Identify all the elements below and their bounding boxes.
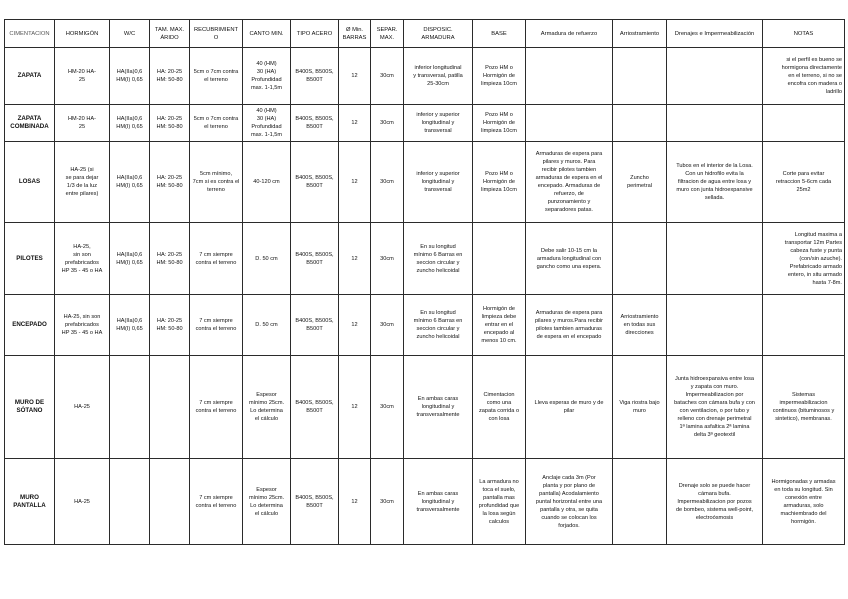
row-name: PILOTES	[5, 223, 55, 295]
table-row	[5, 105, 845, 142]
header-diametro: Ø Min. BARRAS	[339, 20, 371, 48]
cell-base: Pozo HM o Hormigón de limpieza 10cm	[473, 105, 526, 142]
cell-arido	[150, 356, 190, 459]
header-acero: TIPO ACERO	[291, 20, 339, 48]
cell-wc: HA(IIa)0,6 HM(I) 0,65	[110, 223, 150, 295]
cell-diametro: 12	[339, 223, 371, 295]
cell-arido: HA: 20-25 HM: 50-80	[150, 105, 190, 142]
cell-arido: HA: 20-25 HM: 50-80	[150, 48, 190, 105]
cell-hormigon: HA-25	[55, 356, 110, 459]
cell-base: Pozo HM o Hormigón de limpieza 10cm	[473, 48, 526, 105]
cell-wc: HA(IIa)0,6 HM(I) 0,65	[110, 105, 150, 142]
header-hormigon: HORMIGÓN	[55, 20, 110, 48]
cell-separacion: 30cm	[371, 295, 404, 356]
table-row	[5, 48, 845, 105]
header-arriostramiento: Arriostramiento	[613, 20, 667, 48]
cell-refuerzo: Armaduras de espera para pilares y muros. Para recibir pilotes tambien armaduras de espera en el encepado. Armaduras de refuerzo, de punzonamiento y separadores patas.	[526, 142, 613, 223]
cell-canto: Espesor mínimo 25cm. Lo determina el cálculo	[243, 356, 291, 459]
table-row	[5, 142, 845, 223]
cell-disposicion: inferior longitudinal y transversal, patilla 25-30cm	[404, 48, 473, 105]
cell-separacion: 30cm	[371, 459, 404, 545]
cell-separacion: 30cm	[371, 356, 404, 459]
cell-diametro: 12	[339, 459, 371, 545]
row-name: ENCEPADO	[5, 295, 55, 356]
header-drenajes: Drenajes e Impermeabilización	[667, 20, 763, 48]
cell-base: Pozo HM o Hormigón de limpieza 10cm	[473, 142, 526, 223]
cell-drenajes: Drenaje solo se puede hacer cámara bufa. Impermeabilizacion por pozos de bombeo, sistema well-point, electroósmosis	[667, 459, 763, 545]
cell-canto: D. 50 cm	[243, 295, 291, 356]
foundation-table	[4, 19, 845, 545]
cell-base: Hormigón de limpieza debe entrar en el encepado al menos 10 cm.	[473, 295, 526, 356]
cell-disposicion: En ambas caras longitudinal y transversalmente	[404, 356, 473, 459]
row-name: MURO PANTALLA	[5, 459, 55, 545]
cell-drenajes	[667, 48, 763, 105]
cell-base	[473, 223, 526, 295]
cell-notas: Longitud maxima a transportar 12m Partes cabeza fuste y punta (con/sin azuche). Prefabricado armado entero, in situ armado hasta 7-8m.	[763, 223, 845, 295]
cell-separacion: 30cm	[371, 48, 404, 105]
cell-arriostramiento: Zuncho perimetral	[613, 142, 667, 223]
header-recubrimiento: RECUBRIMIENTO	[190, 20, 243, 48]
cell-drenajes: Junta hidroexpansiva entre losa y zapata con muro. Impermeabilizacion por bataches con cámara bufa y con con ventilacion, o por tubo y relleno con drenaje perimetral 1ª lamina asfaltica 2ª lamina delta 3ª geotextil	[667, 356, 763, 459]
cell-hormigon: HA-25, sin son prefabricados HP 35 - 45 o HA	[55, 295, 110, 356]
cell-disposicion: En su longitud mínimo 6 Barras en seccion circular y zuncho helicoidal	[404, 223, 473, 295]
cell-recubrimiento: 5cm o 7cm contra el terreno	[190, 48, 243, 105]
cell-disposicion: En ambas caras longitudinal y transversalmente	[404, 459, 473, 545]
cell-recubrimiento: 7 cm siempre contra el terreno	[190, 295, 243, 356]
cell-arriostramiento	[613, 223, 667, 295]
cell-diametro: 12	[339, 105, 371, 142]
cell-refuerzo	[526, 48, 613, 105]
cell-drenajes: Tubos en el interior de la Losa. Con un hidrofilo evita la filtracion de agua entre losa y muro con junta hidroexpansive sellada.	[667, 142, 763, 223]
cell-arriostramiento	[613, 105, 667, 142]
cell-separacion: 30cm	[371, 223, 404, 295]
cell-acero: B400S, B500S, B500T	[291, 356, 339, 459]
cell-acero: B400S, B500S, B500T	[291, 223, 339, 295]
table-row	[5, 295, 845, 356]
cell-acero: B400S, B500S, B500T	[291, 105, 339, 142]
cell-arido: HA: 20-25 HM: 50-80	[150, 295, 190, 356]
table-row	[5, 223, 845, 295]
cell-acero: B400S, B500S, B500T	[291, 295, 339, 356]
row-name: LOSAS	[5, 142, 55, 223]
header-canto: CANTO MIN.	[243, 20, 291, 48]
cell-separacion: 30cm	[371, 105, 404, 142]
cell-notas	[763, 105, 845, 142]
cell-arriostramiento: Viga riostra bajo muro	[613, 356, 667, 459]
cell-notas: Sistemas impermeabilizacion continuos (bituminosos y sintetico), membranas.	[763, 356, 845, 459]
cell-hormigon: HM-20 HA- 25	[55, 105, 110, 142]
cell-hormigon: HA-25	[55, 459, 110, 545]
cell-canto: 40 (HM) 30 (HA) Profundidad max. 1-1,5m	[243, 105, 291, 142]
cell-drenajes	[667, 105, 763, 142]
cell-diametro: 12	[339, 142, 371, 223]
header-wc: W/C	[110, 20, 150, 48]
cell-hormigon: HA-25 (si se para dejar 1/3 de la luz entre pilares)	[55, 142, 110, 223]
cell-arriostramiento: Arriostramiento en todas sus direcciones	[613, 295, 667, 356]
cell-hormigon: HA-25, sin son prefabricados HP 35 - 45 o HA	[55, 223, 110, 295]
cell-refuerzo: Anclaje cada 3m (Por planta y por plano de pantalla) Acodalamiento puntal horizontal entre una pantalla y otra, se quita cuando se colocan los forjados.	[526, 459, 613, 545]
cell-separacion: 30cm	[371, 142, 404, 223]
row-name: MURO DE SÓTANO	[5, 356, 55, 459]
row-name: ZAPATA COMBINADA	[5, 105, 55, 142]
cell-recubrimiento: 5cm mínimo, 7cm si es contra el terreno	[190, 142, 243, 223]
cell-acero: B400S, B500S, B500T	[291, 459, 339, 545]
header-arido: TAM. MAX. ÁRIDO	[150, 20, 190, 48]
cell-arido: HA: 20-25 HM: 50-80	[150, 223, 190, 295]
cell-wc	[110, 356, 150, 459]
cell-drenajes	[667, 223, 763, 295]
cell-arriostramiento	[613, 459, 667, 545]
cell-diametro: 12	[339, 48, 371, 105]
cell-base: Cimentacion como una zapata corrida o con losa	[473, 356, 526, 459]
cell-refuerzo	[526, 105, 613, 142]
cell-recubrimiento: 5cm o 7cm contra el terreno	[190, 105, 243, 142]
table-row	[5, 459, 845, 545]
cell-arriostramiento	[613, 48, 667, 105]
cell-notas: Corte para evitar retraccion 5-6cm cada 25m2	[763, 142, 845, 223]
cell-canto: 40-120 cm	[243, 142, 291, 223]
cell-diametro: 12	[339, 356, 371, 459]
cell-disposicion: inferior y superior longitudinal y transversal	[404, 142, 473, 223]
header-separacion: SEPAR. MAX.	[371, 20, 404, 48]
cell-wc	[110, 459, 150, 545]
cell-wc: HA(IIa)0,6 HM(I) 0,65	[110, 142, 150, 223]
cell-base: La armadura no toca el suelo, pantalla mas profundidad que la losa según calculos	[473, 459, 526, 545]
cell-refuerzo: Armaduras de espera para pilares y muros.Para recibir pilotes tambien armaduras de espera en el encepado	[526, 295, 613, 356]
cell-disposicion: inferior y superior longitudinal y transversal	[404, 105, 473, 142]
header-row	[5, 20, 845, 48]
cell-arido	[150, 459, 190, 545]
header-notas: NOTAS	[763, 20, 845, 48]
cell-canto: 40 (HM) 30 (HA) Profundidad max. 1-1,5m	[243, 48, 291, 105]
cell-refuerzo: Debe salir 10-15 cm la armadura longitudinal con gancho como una espera.	[526, 223, 613, 295]
cell-acero: B400S, B500S, B500T	[291, 142, 339, 223]
cell-recubrimiento: 7 cm siempre contra el terreno	[190, 223, 243, 295]
row-name: ZAPATA	[5, 48, 55, 105]
header-refuerzo: Armadura de refuerzo	[526, 20, 613, 48]
header-disposicion: DISPOSIC. ARMADURA	[404, 20, 473, 48]
cell-disposicion: En su longitud mínimo 6 Barras en seccion circular y zuncho helicoidal	[404, 295, 473, 356]
cell-wc: HA(IIa)0,6 HM(I) 0,65	[110, 295, 150, 356]
cell-wc: HA(IIa)0,6 HM(I) 0,65	[110, 48, 150, 105]
cell-acero: B400S, B500S, B500T	[291, 48, 339, 105]
cell-refuerzo: Lleva esperas de muro y de pilar	[526, 356, 613, 459]
cell-drenajes	[667, 295, 763, 356]
cell-notas: si el perfil es bueno se hormigona directamente en el terreno, si no se encofra con madera o ladrillo	[763, 48, 845, 105]
cell-notas: Hormigonadas y armadas en toda su longitud. Sin conexión entre armaduras, solo machiembrado del hormigón.	[763, 459, 845, 545]
cell-recubrimiento: 7 cm siempre contra el terreno	[190, 356, 243, 459]
cell-notas	[763, 295, 845, 356]
cell-canto: Espesor mínimo 25cm. Lo determina el cálculo	[243, 459, 291, 545]
cell-arido: HA: 20-25 HM: 50-80	[150, 142, 190, 223]
cell-hormigon: HM-20 HA- 25	[55, 48, 110, 105]
cell-diametro: 12	[339, 295, 371, 356]
header-cimentacion: CIMENTACION	[5, 20, 55, 48]
cell-recubrimiento: 7 cm siempre contra el terreno	[190, 459, 243, 545]
spreadsheet-page	[4, 19, 844, 545]
cell-canto: D. 50 cm	[243, 223, 291, 295]
table-row	[5, 356, 845, 459]
header-base: BASE	[473, 20, 526, 48]
